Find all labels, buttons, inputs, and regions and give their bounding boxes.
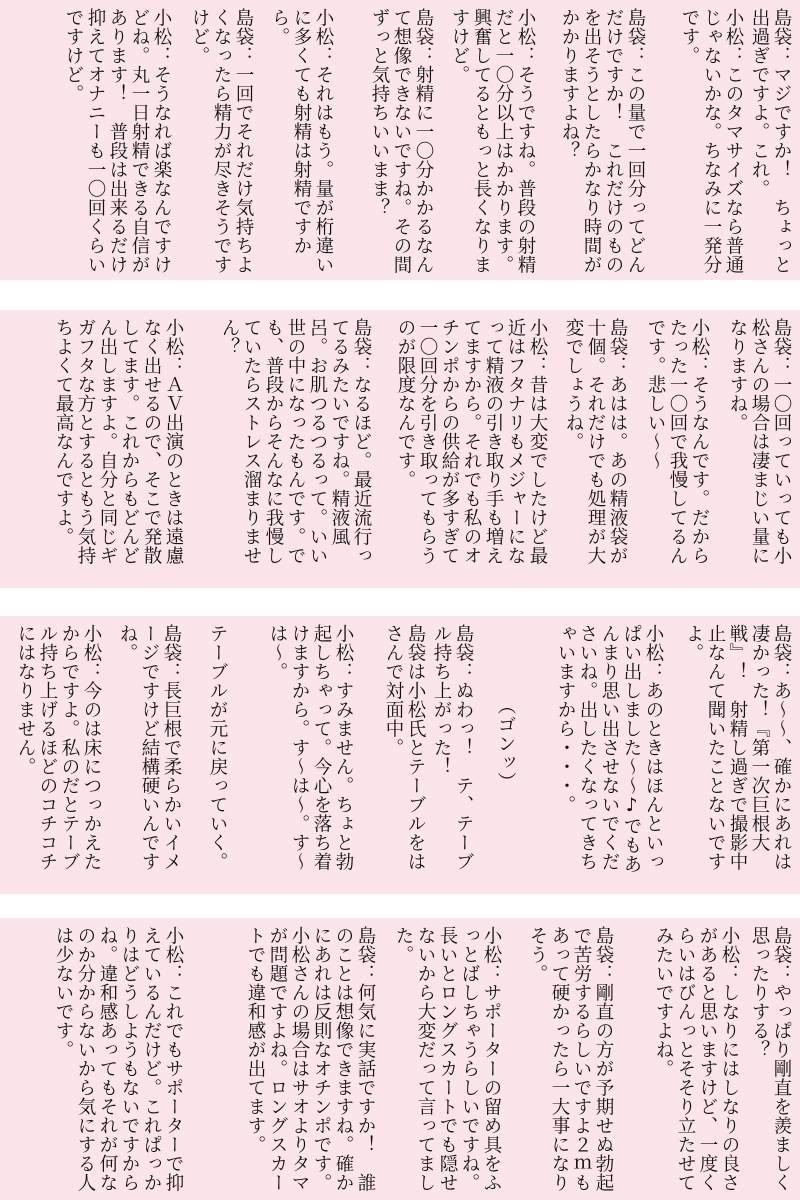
speaker-name: 小松 bbox=[515, 8, 536, 46]
manga-panel-1 bbox=[0, 0, 800, 280]
dialogue-line: 小松：しなりにはしなりの良さがあると思いますけど、一度くらいはびんっとそそり立たせてみたいですよね。 bbox=[653, 926, 740, 1192]
dialogue-text: ＡＶ出演のときは遠慮なく出せるので、そこで発散してます。これからもどんどん出しますよ。自分と同じギガフタな方とするともう気持ちよくて最高なんですよ。 bbox=[53, 318, 184, 565]
dialogue-line: 小松：昔は大変でしたけど最近はフタナリもメジャーになって精液の引き取り手も増えてますから。それでも私のオチンポからの供給が多すぎて一〇回分を引き取ってもらうのが限度なんです。 bbox=[395, 318, 548, 565]
narration-line bbox=[382, 624, 426, 888]
speaker-name: 島袋 bbox=[453, 624, 474, 662]
dialogue-text: そうなんです。だからたった一〇回で我慢してるんです。悲しい〜〜 bbox=[645, 318, 710, 565]
dialogue-line: 島袋：一〇回っていっても小松さんの場合は凄まじい量になりますね。 bbox=[727, 318, 792, 565]
speaker-name: 島袋 bbox=[355, 926, 376, 964]
dialogue-text: やっぱり剛直を羨ましく思ったりする？ bbox=[749, 926, 792, 1192]
speaker-name: 島袋 bbox=[233, 8, 254, 46]
dialogue-line: 小松：そうなれば楽なんですけどね。丸一日射精できる自信があります！ 普段は出来るだけ抑えてオナニーも一〇回くらいですけど。 bbox=[63, 8, 172, 274]
dialogue-text: 剛直の方が予期せぬ勃起で苦労するらしいですよ２ｍもあって硬かったら一大事になりそう。 bbox=[527, 926, 614, 1192]
dialogue-text: サポーターの留め具をふっとばしちゃうらしいですね。長いとロングスカートでも隠せないから大変だって言ってました。 bbox=[393, 926, 502, 1192]
dialogue-text: そうなれば楽なんですけどね。丸一日射精できる自信があります！ 普段は出来るだけ抑えてオナニーも一〇回くらいですけど。 bbox=[63, 8, 172, 274]
dialogue-text: 長巨根で柔らかいイメージですけど結構硬いんですね。 bbox=[117, 624, 182, 871]
speaker-name: 島袋 bbox=[161, 624, 182, 662]
dialogue-line: 島袋：何気に実話ですか！ 誰のことは想像できますね。確かにあれは反則なオチンポです。小松さんの場合はサオよりタマが問題ですよね。ロングスカートでも違和感が出てます。 bbox=[245, 926, 376, 1192]
speaker-name: 小松 bbox=[719, 926, 740, 964]
speaker-name: 島袋 bbox=[607, 318, 628, 356]
speaker-name: 小松 bbox=[689, 318, 710, 356]
manga-panel-4 bbox=[0, 918, 800, 1200]
dialogue-text: あはは。あの精液袋が十個。それだけでも処理が大変でしょうね。 bbox=[563, 318, 628, 565]
speaker-name: 島袋 bbox=[625, 8, 646, 46]
dialogue-line: 島袋：剛直の方が予期せぬ勃起で苦労するらしいですよ２ｍもあって硬かったら一大事になりそう。 bbox=[527, 926, 614, 1192]
dialogue-line: 島袋：あはは。あの精液袋が十個。それだけでも処理が大変でしょうね。 bbox=[563, 318, 628, 565]
dialogue-line: 島袋：なるほど。最近流行ってるみたいですね。精液風呂。お肌つるつるって。いい世の中になったもんです。でも、普段からそんなに我慢していたらストレス溜まりません？ bbox=[219, 318, 372, 565]
dialogue-line: 小松：このタマサイズなら普通じゃないかな。ちなみに一発分です。 bbox=[679, 8, 744, 274]
dialogue-text: ぬわっ！ テ、テーブル持ち上がった！ bbox=[431, 624, 474, 871]
dialogue-line: 小松：あのときはほんといっぱい出しました〜〜♪でもあんまり思い出させないでくださいね。出したくなってきちゃいますから・・・。 bbox=[555, 624, 664, 874]
dialogue-text: マジですか！ ちょっと出過ぎですよ。これ。 bbox=[749, 8, 792, 274]
dialogue-text: なるほど。最近流行ってるみたいですね。精液風呂。お肌つるつるって。いい世の中になったもんです。でも、普段からそんなに我慢していたらストレス溜まりません？ bbox=[219, 318, 372, 565]
dialogue-line: 小松：これでもサポーターで抑えているんだけど。これぱっかりはどうしようもないですからね。違和感あってもそれが何なのか分からないから気にする人は少ないです。 bbox=[53, 926, 184, 1192]
speaker-name: 小松 bbox=[81, 624, 102, 662]
dialogue-text: そうですね。普段の射精だと一〇分以上はかかります。興奮してるともっと長くなりますけど。 bbox=[449, 8, 536, 274]
speaker-name: 小松 bbox=[313, 8, 334, 46]
dialogue-text: 今のは床につっかえたからですよ。私のだとテーブル持ち上げるほどのコチコチにはなりません。 bbox=[15, 624, 102, 871]
dialogue-line: 小松：今のは床につっかえたからですよ。私のだとテーブル持ち上げるほどのコチコチにはなりません。 bbox=[15, 624, 102, 871]
dialogue-text: これでもサポーターで抑えているんだけど。これぱっかりはどうしようもないですからね。違和感あってもそれが何なのか分からないから気にする人は少ないです。 bbox=[53, 926, 184, 1192]
dialogue-line: 小松：ＡＶ出演のときは遠慮なく出せるので、そこで発散してます。これからもどんどん出しますよ。自分と同じギガフタな方とするともう気持ちよくて最高なんですよ。 bbox=[53, 318, 184, 565]
dialogue-line: 小松：そうなんです。だからたった一〇回で我慢してるんです。悲しい〜〜 bbox=[645, 318, 710, 565]
dialogue-line: 島袋：マジですか！ ちょっと出過ぎですよ。これ。 bbox=[749, 8, 792, 274]
dialogue-text: あ〜〜、確かにあれは凄かった！『第一次巨根大戦』！ 射精し過ぎで撮影中止なんて聞いたことないですよ。 bbox=[683, 624, 792, 871]
narration-text: 島袋は小松氏とテーブルをはさんで対面中。 bbox=[383, 624, 426, 871]
speaker-name: 島袋 bbox=[771, 8, 792, 46]
dialogue-line: 島袋：ぬわっ！ テ、テーブル持ち上がった！ bbox=[431, 624, 474, 871]
dialogue-line: 島袋：あ〜〜、確かにあれは凄かった！『第一次巨根大戦』！ 射精し過ぎで撮影中止なんて聞いたことないですよ。 bbox=[683, 624, 792, 871]
dialogue-text: しなりにはしなりの良さがあると思いますけど、一度くらいはびんっとそそり立たせてみたいですよね。 bbox=[653, 926, 740, 1192]
manga-panel-2 bbox=[0, 310, 800, 588]
dialogue-text: 一回でそれだけ気持ちよくなったら精力が尽きそうですけど。 bbox=[189, 8, 254, 274]
dialogue-line: 島袋：この量で一回分ってどんだけですか！ これだけのものを出そうとしたらかなり時間がかかりますよね？ bbox=[559, 8, 646, 274]
dialogue-line: 島袋：やっぱり剛直を羨ましく思ったりする？ bbox=[749, 926, 792, 1192]
speaker-name: 小松 bbox=[643, 624, 664, 662]
dialogue-line: 島袋：射精に一〇分かかるなんて想像できないですね。その間ずっと気持ちいいまま？ bbox=[369, 8, 434, 274]
sound-effect bbox=[494, 696, 516, 816]
narration-text: テーブルが元に戻っていく。 bbox=[207, 624, 228, 871]
dialogue-text: 何気に実話ですか！ 誰のことは想像できますね。確かにあれは反則なオチンポです。小松さんの場合はサオよりタマが問題ですよね。ロングスカートでも違和感が出てます。 bbox=[245, 926, 376, 1192]
speaker-name: 島袋 bbox=[771, 318, 792, 356]
speaker-name: 小松 bbox=[481, 926, 502, 964]
speaker-name: 小松 bbox=[527, 318, 548, 356]
dialogue-line: 島袋：長巨根で柔らかいイメージですけど結構硬いんですね。 bbox=[117, 624, 182, 871]
dialogue-line: 島袋：一回でそれだけ気持ちよくなったら精力が尽きそうですけど。 bbox=[189, 8, 254, 274]
speaker-name: 小松 bbox=[151, 8, 172, 46]
speaker-name: 小松 bbox=[723, 8, 744, 46]
narration-line bbox=[206, 624, 228, 888]
dialogue-line: 小松：サポーターの留め具をふっとばしちゃうらしいですね。長いとロングスカートでも隠せないから大変だって言ってました。 bbox=[393, 926, 502, 1192]
dialogue-text: 昔は大変でしたけど最近はフタナリもメジャーになって精液の引き取り手も増えてますから。それでも私のオチンポからの供給が多すぎて一〇回分を引き取ってもらうのが限度なんです。 bbox=[395, 318, 548, 565]
dialogue-text: このタマサイズなら普通じゃないかな。ちなみに一発分です。 bbox=[679, 8, 744, 274]
manga-panel-3 bbox=[0, 616, 800, 894]
speaker-name: 小松 bbox=[163, 318, 184, 356]
dialogue-line: 小松：そうですね。普段の射精だと一〇分以上はかかります。興奮してるともっと長くなりますけど。 bbox=[449, 8, 536, 274]
speaker-name: 島袋 bbox=[593, 926, 614, 964]
dialogue-line: 小松：それはもう。量が桁違いに多くても射精は射精ですから。 bbox=[269, 8, 334, 274]
speaker-name: 小松 bbox=[333, 624, 354, 662]
speaker-name: 小松 bbox=[163, 926, 184, 964]
dialogue-text: あのときはほんといっぱい出しました〜〜♪でもあんまり思い出させないでくださいね。出したくなってきちゃいますから・・・。 bbox=[555, 624, 664, 874]
dialogue-text: この量で一回分ってどんだけですか！ これだけのものを出そうとしたらかなり時間がかかりますよね？ bbox=[559, 8, 646, 274]
dialogue-text: 一〇回っていっても小松さんの場合は凄まじい量になりますね。 bbox=[727, 318, 792, 565]
dialogue-text: それはもう。量が桁違いに多くても射精は射精ですから。 bbox=[269, 8, 334, 274]
dialogue-line: 小松：すみません。ちょと勃起しちゃって。今心を落ち着けますから。す〜は〜。す〜は〜。 bbox=[267, 624, 354, 871]
dialogue-text: 射精に一〇分かかるなんて想像できないですね。その間ずっと気持ちいいまま？ bbox=[369, 8, 434, 274]
speaker-name: 島袋 bbox=[771, 926, 792, 964]
speaker-name: 島袋 bbox=[771, 624, 792, 662]
dialogue-text: すみません。ちょと勃起しちゃって。今心を落ち着けますから。す〜は〜。す〜は〜。 bbox=[267, 624, 354, 871]
speaker-name: 島袋 bbox=[413, 8, 434, 46]
speaker-name: 島袋 bbox=[351, 318, 372, 356]
sound-effect-text: （ゴンッ） bbox=[495, 696, 516, 791]
